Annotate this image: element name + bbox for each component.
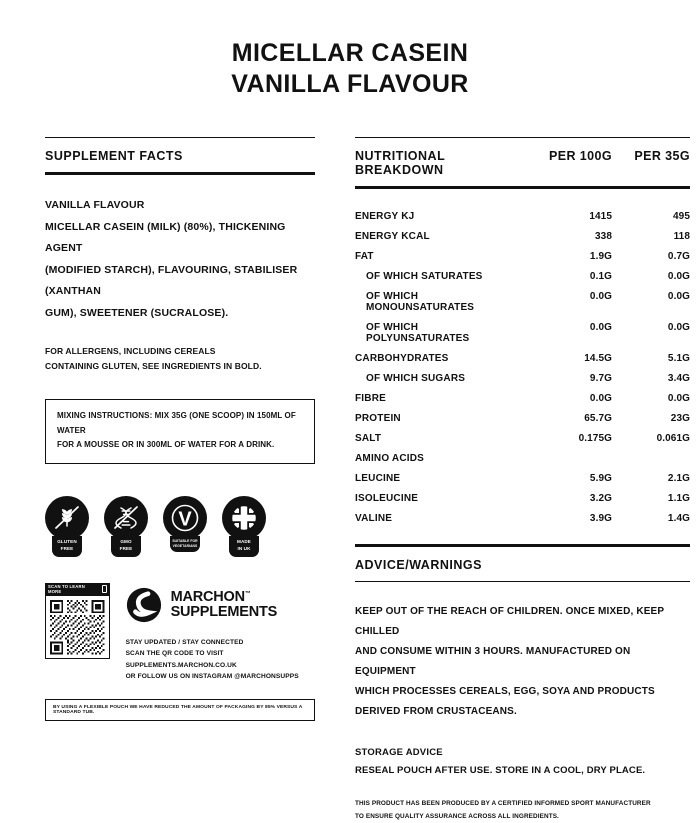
table-row	[355, 448, 690, 468]
table-row	[355, 286, 690, 317]
badge-label-line-2: FREE	[60, 545, 74, 551]
brand-name-line-1: MARCHON™	[170, 589, 251, 606]
badge-label-plate	[111, 536, 141, 556]
nutrition-table	[355, 206, 690, 528]
badge-label-plate	[170, 536, 200, 552]
value-per-35g: 1.4G	[667, 512, 690, 524]
nutrient-name: OF WHICH MONOUNSATURATES	[366, 290, 475, 313]
union-jack-icon	[228, 502, 260, 534]
mixing-line: FOR A MOUSSE OR IN 300ML OF WATER FOR A DRINK.	[57, 440, 275, 450]
value-per-100g: 338	[595, 230, 612, 242]
svg-text:V: V	[178, 508, 192, 531]
ingredients-block	[45, 195, 315, 324]
supplement-facts-heading: SUPPLEMENT FACTS	[45, 149, 183, 163]
nutrient-name: AMINO ACIDS	[355, 452, 425, 464]
value-per-35g: 495	[673, 210, 690, 222]
column-header-per-100g: PER 100G	[549, 149, 612, 163]
divider-under-supplement-facts	[45, 172, 315, 175]
marchon-logo-icon	[126, 587, 162, 623]
advice-line: DERIVED FROM CRUSTACEANS.	[355, 706, 517, 717]
badge-gluten-free	[45, 496, 89, 556]
title-line-1: MICELLAR CASEIN	[231, 39, 469, 67]
ingredients-line: GUM), SWEETENER (SUCRALOSE).	[45, 306, 229, 319]
ingredients-line: MICELLAR CASEIN (MILK) (80%), THICKENING AGENT	[45, 220, 286, 255]
divider-under-nutrition-heading	[355, 186, 690, 189]
badge-label-line-2: IN UK	[237, 545, 251, 551]
pouch-note-box	[45, 699, 315, 721]
badge-label-plate	[52, 536, 82, 556]
social-line: SCAN THE QR CODE TO VISIT SUPPLEMENTS.MARCHON.CO.UK	[125, 650, 237, 669]
value-per-100g: 14.5G	[584, 352, 612, 364]
allergen-line: FOR ALLERGENS, INCLUDING CEREALS	[45, 346, 216, 357]
brand-name-line-2: SUPPLEMENTS	[170, 603, 278, 620]
badge-circle	[163, 496, 207, 540]
page-title	[0, 0, 700, 99]
qr-header-bar	[45, 583, 110, 596]
advice-body	[355, 602, 690, 722]
badge-circle	[104, 496, 148, 540]
value-per-35g: 0.061G	[656, 432, 690, 444]
value-per-100g: 0.175G	[578, 432, 612, 444]
ingredients-line: VANILLA FLAVOUR	[45, 199, 145, 211]
supplement-facts-column	[45, 137, 315, 823]
brand-lockup	[126, 587, 315, 623]
table-row	[355, 408, 690, 428]
advice-line: WHICH PROCESSES CEREALS, EGG, SOYA AND PRODUCTS	[355, 686, 655, 697]
value-per-100g: 1.9G	[589, 250, 612, 262]
qr-code-frame	[45, 596, 110, 660]
nutrient-name: FAT	[355, 250, 374, 262]
value-per-100g: 0.0G	[589, 290, 612, 302]
qr-and-brand-row	[45, 583, 315, 683]
qr-block[interactable]	[45, 583, 110, 660]
table-row	[355, 266, 690, 286]
allergen-notice	[45, 344, 315, 374]
qr-header-text: SCAN TO LEARN MORE	[48, 584, 85, 595]
value-per-100g: 9.7G	[589, 372, 612, 384]
nutrition-column-headers	[524, 149, 690, 163]
nutrition-heading-row	[355, 138, 690, 186]
badge-label-line-2: VEGETARIANS	[172, 543, 198, 548]
nutrition-heading: NUTRITIONAL BREAKDOWN	[355, 149, 445, 177]
social-line: OR FOLLOW US ON INSTAGRAM @MARCHONSUPPS	[125, 673, 299, 681]
nutrient-name: ENERGY KCAL	[355, 230, 430, 242]
storage-advice-text: RESEAL POUCH AFTER USE. STORE IN A COOL, DRY PLACE.	[355, 765, 646, 777]
nutrient-name: OF WHICH SATURATES	[366, 270, 483, 282]
table-row	[355, 488, 690, 508]
pouch-note-text: BY USING A FLEXIBLE POUCH WE HAVE REDUCED THE AMOUNT OF PACKAGING BY 85% VERSUS A STANDARD TUB.	[53, 704, 303, 715]
badge-label-plate	[229, 536, 259, 556]
value-per-35g: 0.0G	[667, 392, 690, 404]
allergen-line: CONTAINING GLUTEN, SEE INGREDIENTS IN BOLD.	[45, 360, 262, 371]
ingredients-line: (MODIFIED STARCH), FLAVOURING, STABILISER (XANTHAN	[45, 263, 298, 298]
badge-label-line-2: FREE	[119, 545, 133, 551]
value-per-100g: 0.1G	[589, 270, 612, 282]
table-row	[355, 508, 690, 528]
badge-label-line-1: GMO	[120, 539, 132, 545]
trademark-symbol: ™	[244, 591, 251, 598]
value-per-100g: 1415	[589, 210, 612, 222]
qr-code[interactable]	[50, 600, 105, 655]
table-row	[355, 348, 690, 368]
social-line: STAY UPDATED / STAY CONNECTED	[125, 638, 244, 646]
disclaimer-block	[355, 798, 690, 823]
table-row	[355, 246, 690, 266]
value-per-35g: 23G	[670, 412, 690, 424]
value-per-100g: 65.7G	[584, 412, 612, 424]
table-row	[355, 317, 690, 348]
nutrient-name: OF WHICH SUGARS	[366, 372, 466, 384]
mixing-line: MIXING INSTRUCTIONS: MIX 35G (ONE SCOOP) IN 150ML OF WATER	[57, 410, 296, 435]
brand-name	[171, 590, 278, 619]
nutrient-name: OF WHICH POLYUNSATURATES	[366, 321, 470, 344]
value-per-35g: 1.1G	[667, 492, 690, 504]
value-per-35g: 2.1G	[667, 472, 690, 484]
divider-under-advice-heading	[355, 581, 690, 582]
advice-line: KEEP OUT OF THE REACH OF CHILDREN. ONCE MIXED, KEEP CHILLED	[355, 606, 664, 637]
badge-label-line-1: SUITABLE FOR	[172, 539, 198, 544]
badge-circle	[45, 496, 89, 540]
nutrient-name: SALT	[355, 432, 382, 444]
table-row	[355, 468, 690, 488]
nutrient-name: ISOLEUCINE	[355, 492, 419, 504]
disclaimer-line: TO ENSURE QUALITY ASSURANCE ACROSS ALL INGREDIENTS.	[355, 812, 559, 820]
value-per-100g: 5.9G	[589, 472, 612, 484]
value-per-35g: 3.4G	[667, 372, 690, 384]
dna-slash-icon	[111, 503, 141, 533]
nutrient-name: LEUCINE	[355, 472, 401, 484]
advice-heading: ADVICE/WARNINGS	[355, 558, 482, 572]
storage-advice-block	[355, 744, 690, 780]
table-row	[355, 206, 690, 226]
table-row	[355, 388, 690, 408]
value-per-100g: 3.9G	[589, 512, 612, 524]
brand-block	[126, 583, 315, 683]
badge-circle	[222, 496, 266, 540]
value-per-35g: 118	[673, 230, 690, 242]
nutrient-name: CARBOHYDRATES	[355, 352, 449, 364]
column-header-per-35g: PER 35G	[634, 149, 690, 163]
value-per-35g: 5.1G	[667, 352, 690, 364]
value-per-35g: 0.0G	[667, 321, 690, 333]
nutrient-name: FIBRE	[355, 392, 386, 404]
table-row	[355, 428, 690, 448]
value-per-100g: 0.0G	[589, 321, 612, 333]
value-per-100g: 3.2G	[589, 492, 612, 504]
content-columns	[0, 137, 700, 823]
value-per-100g: 0.0G	[589, 392, 612, 404]
value-per-35g: 0.7G	[667, 250, 690, 262]
certification-badges	[45, 496, 315, 556]
phone-icon	[102, 585, 107, 593]
nutrient-name: PROTEIN	[355, 412, 401, 424]
badge-label-line-1: GLUTEN	[57, 539, 77, 545]
value-per-35g: 0.0G	[667, 290, 690, 302]
mixing-instructions-box	[45, 399, 315, 464]
title-line-2: VANILLA FLAVOUR	[231, 69, 469, 98]
advice-section	[355, 544, 690, 582]
advice-line: AND CONSUME WITHIN 3 HOURS. MANUFACTURED ON EQUIPMENT	[355, 646, 631, 677]
disclaimer-line: THIS PRODUCT HAS BEEN PRODUCED BY A CERTIFIED INFORMED SPORT MANUFACTURER	[355, 800, 651, 808]
badge-suitable-for-vegetarians	[163, 496, 207, 556]
badge-label-line-1: MADE	[237, 539, 251, 545]
value-per-35g: 0.0G	[667, 270, 690, 282]
wheat-slash-icon	[52, 503, 82, 533]
badge-made-in-uk	[222, 496, 266, 556]
letter-v-icon	[168, 501, 202, 535]
badge-gmo-free	[104, 496, 148, 556]
table-row	[355, 226, 690, 246]
nutrient-name: VALINE	[355, 512, 393, 524]
storage-advice-heading: STORAGE ADVICE	[355, 747, 443, 758]
nutrient-name: ENERGY KJ	[355, 210, 415, 222]
nutrition-column	[355, 137, 690, 823]
social-block	[126, 637, 315, 683]
table-row	[355, 368, 690, 388]
